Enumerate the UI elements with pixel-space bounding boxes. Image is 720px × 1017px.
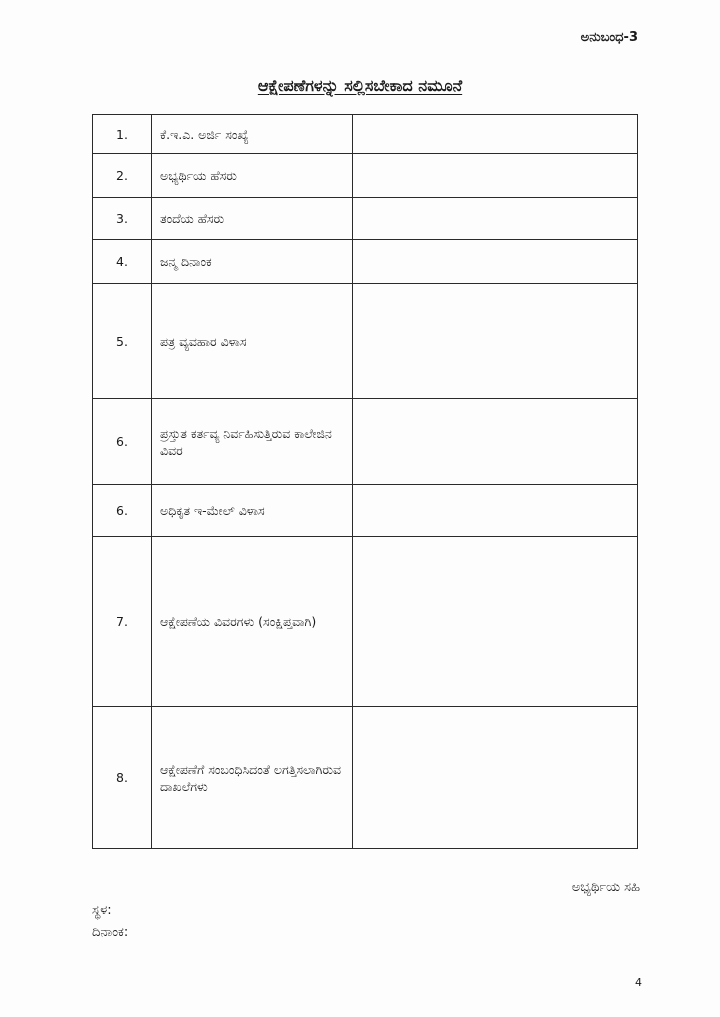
row-number: 2. bbox=[93, 154, 152, 198]
row-value-field[interactable] bbox=[353, 198, 638, 240]
row-label: ಜನ್ಮ ದಿನಾಂಕ bbox=[152, 240, 353, 284]
table-row bbox=[93, 485, 638, 537]
row-number: 6. bbox=[93, 485, 152, 537]
table-row bbox=[93, 284, 638, 399]
row-label: ಕೆ.ಇ.ಎ. ಅರ್ಜಿ ಸಂಖ್ಯೆ bbox=[152, 115, 353, 154]
row-label: ಅಭ್ಯರ್ಥಿಯ ಹೆಸರು bbox=[152, 154, 353, 198]
row-label: ಅಧಿಕೃತ ಇ-ಮೇಲ್ ವಿಳಾಸ bbox=[152, 485, 353, 537]
row-value-field[interactable] bbox=[353, 537, 638, 707]
row-number: 1. bbox=[93, 115, 152, 154]
signature-label: ಅಭ್ಯರ್ಥಿಯ ಸಹಿ bbox=[571, 880, 640, 895]
row-label: ಆಕ್ಷೇಪಣೆಯ ವಿವರಗಳು (ಸಂಕ್ಷಿಪ್ತವಾಗಿ) bbox=[152, 537, 353, 707]
row-value-field[interactable] bbox=[353, 240, 638, 284]
row-value-field[interactable] bbox=[353, 154, 638, 198]
table-row bbox=[93, 537, 638, 707]
table-row bbox=[93, 115, 638, 154]
row-label: ಆಕ್ಷೇಪಣೆಗೆ ಸಂಬಂಧಿಸಿದಂತೆ ಲಗತ್ತಿಸಲಾಗಿರುವ ದಾಖಲೆಗಳು bbox=[152, 707, 353, 849]
table-row bbox=[93, 707, 638, 849]
row-label: ಪತ್ರ ವ್ಯವಹಾರ ವಿಳಾಸ bbox=[152, 284, 353, 399]
row-number: 3. bbox=[93, 198, 152, 240]
row-number: 7. bbox=[93, 537, 152, 707]
row-number: 5. bbox=[93, 284, 152, 399]
objection-form-table bbox=[92, 114, 638, 849]
row-number: 4. bbox=[93, 240, 152, 284]
page-title: ಆಕ್ಷೇಪಣೆಗಳನ್ನು ಸಲ್ಲಿಸಬೇಕಾದ ನಮೂನೆ bbox=[257, 76, 463, 95]
row-value-field[interactable] bbox=[353, 115, 638, 154]
row-number: 8. bbox=[93, 707, 152, 849]
row-value-field[interactable] bbox=[353, 707, 638, 849]
row-number: 6. bbox=[93, 399, 152, 485]
row-value-field[interactable] bbox=[353, 485, 638, 537]
row-value-field[interactable] bbox=[353, 399, 638, 485]
table-row bbox=[93, 198, 638, 240]
annex-label: ಅನುಬಂಧ-3 bbox=[580, 30, 638, 45]
row-label: ಪ್ರಸ್ತುತ ಕರ್ತವ್ಯ ನಿರ್ವಹಿಸುತ್ತಿರುವ ಕಾಲೇಜಿನ ವಿವರ bbox=[152, 399, 353, 485]
place-label: ಸ್ಥಳ: bbox=[92, 903, 112, 918]
page-number: 4 bbox=[635, 976, 642, 989]
table-row bbox=[93, 240, 638, 284]
date-label: ದಿನಾಂಕ: bbox=[92, 925, 129, 940]
table-row bbox=[93, 399, 638, 485]
row-value-field[interactable] bbox=[353, 284, 638, 399]
row-label: ತಂದೆಯ ಹೆಸರು bbox=[152, 198, 353, 240]
table-row bbox=[93, 154, 638, 198]
